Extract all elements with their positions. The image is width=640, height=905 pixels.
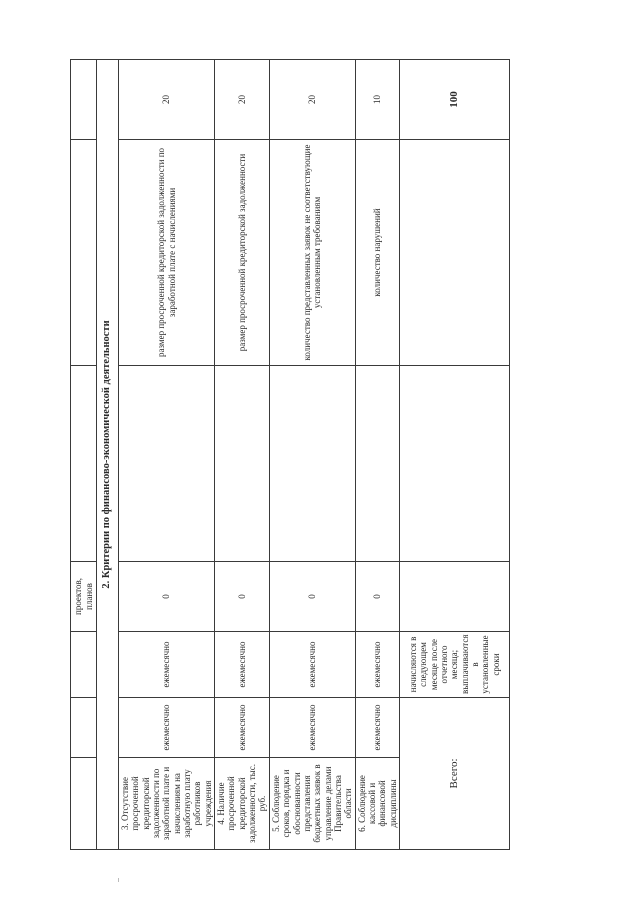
table-row <box>119 60 215 850</box>
total-empty-2 <box>399 366 509 562</box>
frequency-cell: ежемесячно <box>215 698 270 758</box>
rotated-table-sheet <box>70 60 510 850</box>
total-row <box>399 60 509 850</box>
total-empty-1 <box>399 562 509 632</box>
table-row <box>215 60 270 850</box>
criterion-cell: 6. Соблюдение кассовой и финансовой дисциплины <box>355 758 399 850</box>
empty-cell <box>355 366 399 562</box>
section-header-row <box>97 60 119 850</box>
table-row <box>355 60 399 850</box>
criterion-cell: 5. Соблюдение сроков, порядка и обоснованности представления бюджетных заявок в управление делами Правительства области <box>269 758 355 850</box>
total-empty-3 <box>399 140 509 366</box>
cont-cell-accrual <box>71 632 97 698</box>
empty-cell <box>215 366 270 562</box>
cont-cell-empty <box>71 366 97 562</box>
points-cell: 10 <box>355 60 399 140</box>
accrual-cell: ежемесячно <box>269 632 355 698</box>
target-cell: 0 <box>119 562 215 632</box>
accrual-cell: ежемесячно <box>119 632 215 698</box>
empty-cell <box>119 366 215 562</box>
indicator-cell: количество нарушений <box>355 140 399 366</box>
criterion-cell: 3. Отсутствие просроченной кредиторской задолженности по заработной плате и начислениям на заработную плату работников учреждения <box>119 758 215 850</box>
accrual-cell: ежемесячно <box>215 632 270 698</box>
cont-cell-indicator <box>71 140 97 366</box>
points-cell: 20 <box>269 60 355 140</box>
frequency-cell: ежемесячно <box>269 698 355 758</box>
total-points: 100 <box>399 60 509 140</box>
target-cell: 0 <box>355 562 399 632</box>
total-label: Всего: <box>399 698 509 850</box>
criterion-cell: 4. Наличие просроченной кредиторской задолженности, тыс. руб. <box>215 758 270 850</box>
indicator-cell: количество представленных заявок не соответствующие установленным требованиям <box>269 140 355 366</box>
table-row <box>269 60 355 850</box>
target-cell: 0 <box>269 562 355 632</box>
total-note: начисляются в следующем месяце после отчетного месяца; выплачиваются в установленные сроки <box>399 632 509 698</box>
criteria-table <box>70 59 510 850</box>
points-cell: 20 <box>215 60 270 140</box>
indicator-cell: размер просроченной кредиторской задолженности по заработной плате с начислениями <box>119 140 215 366</box>
points-cell: 20 <box>119 60 215 140</box>
continuation-row <box>71 60 97 850</box>
frequency-cell: ежемесячно <box>119 698 215 758</box>
frequency-cell: ежемесячно <box>355 698 399 758</box>
accrual-cell: ежемесячно <box>355 632 399 698</box>
empty-cell <box>269 366 355 562</box>
indicator-cell: размер просроченной кредиторской задолженности <box>215 140 270 366</box>
section-title: 2. Критерии по финансово-экономической деятельности <box>97 60 119 850</box>
scan-mark <box>118 878 119 882</box>
cont-cell-target: проектов, планов <box>71 562 97 632</box>
cont-cell-criterion <box>71 758 97 850</box>
cont-cell-points <box>71 60 97 140</box>
cont-cell-frequency <box>71 698 97 758</box>
target-cell: 0 <box>215 562 270 632</box>
